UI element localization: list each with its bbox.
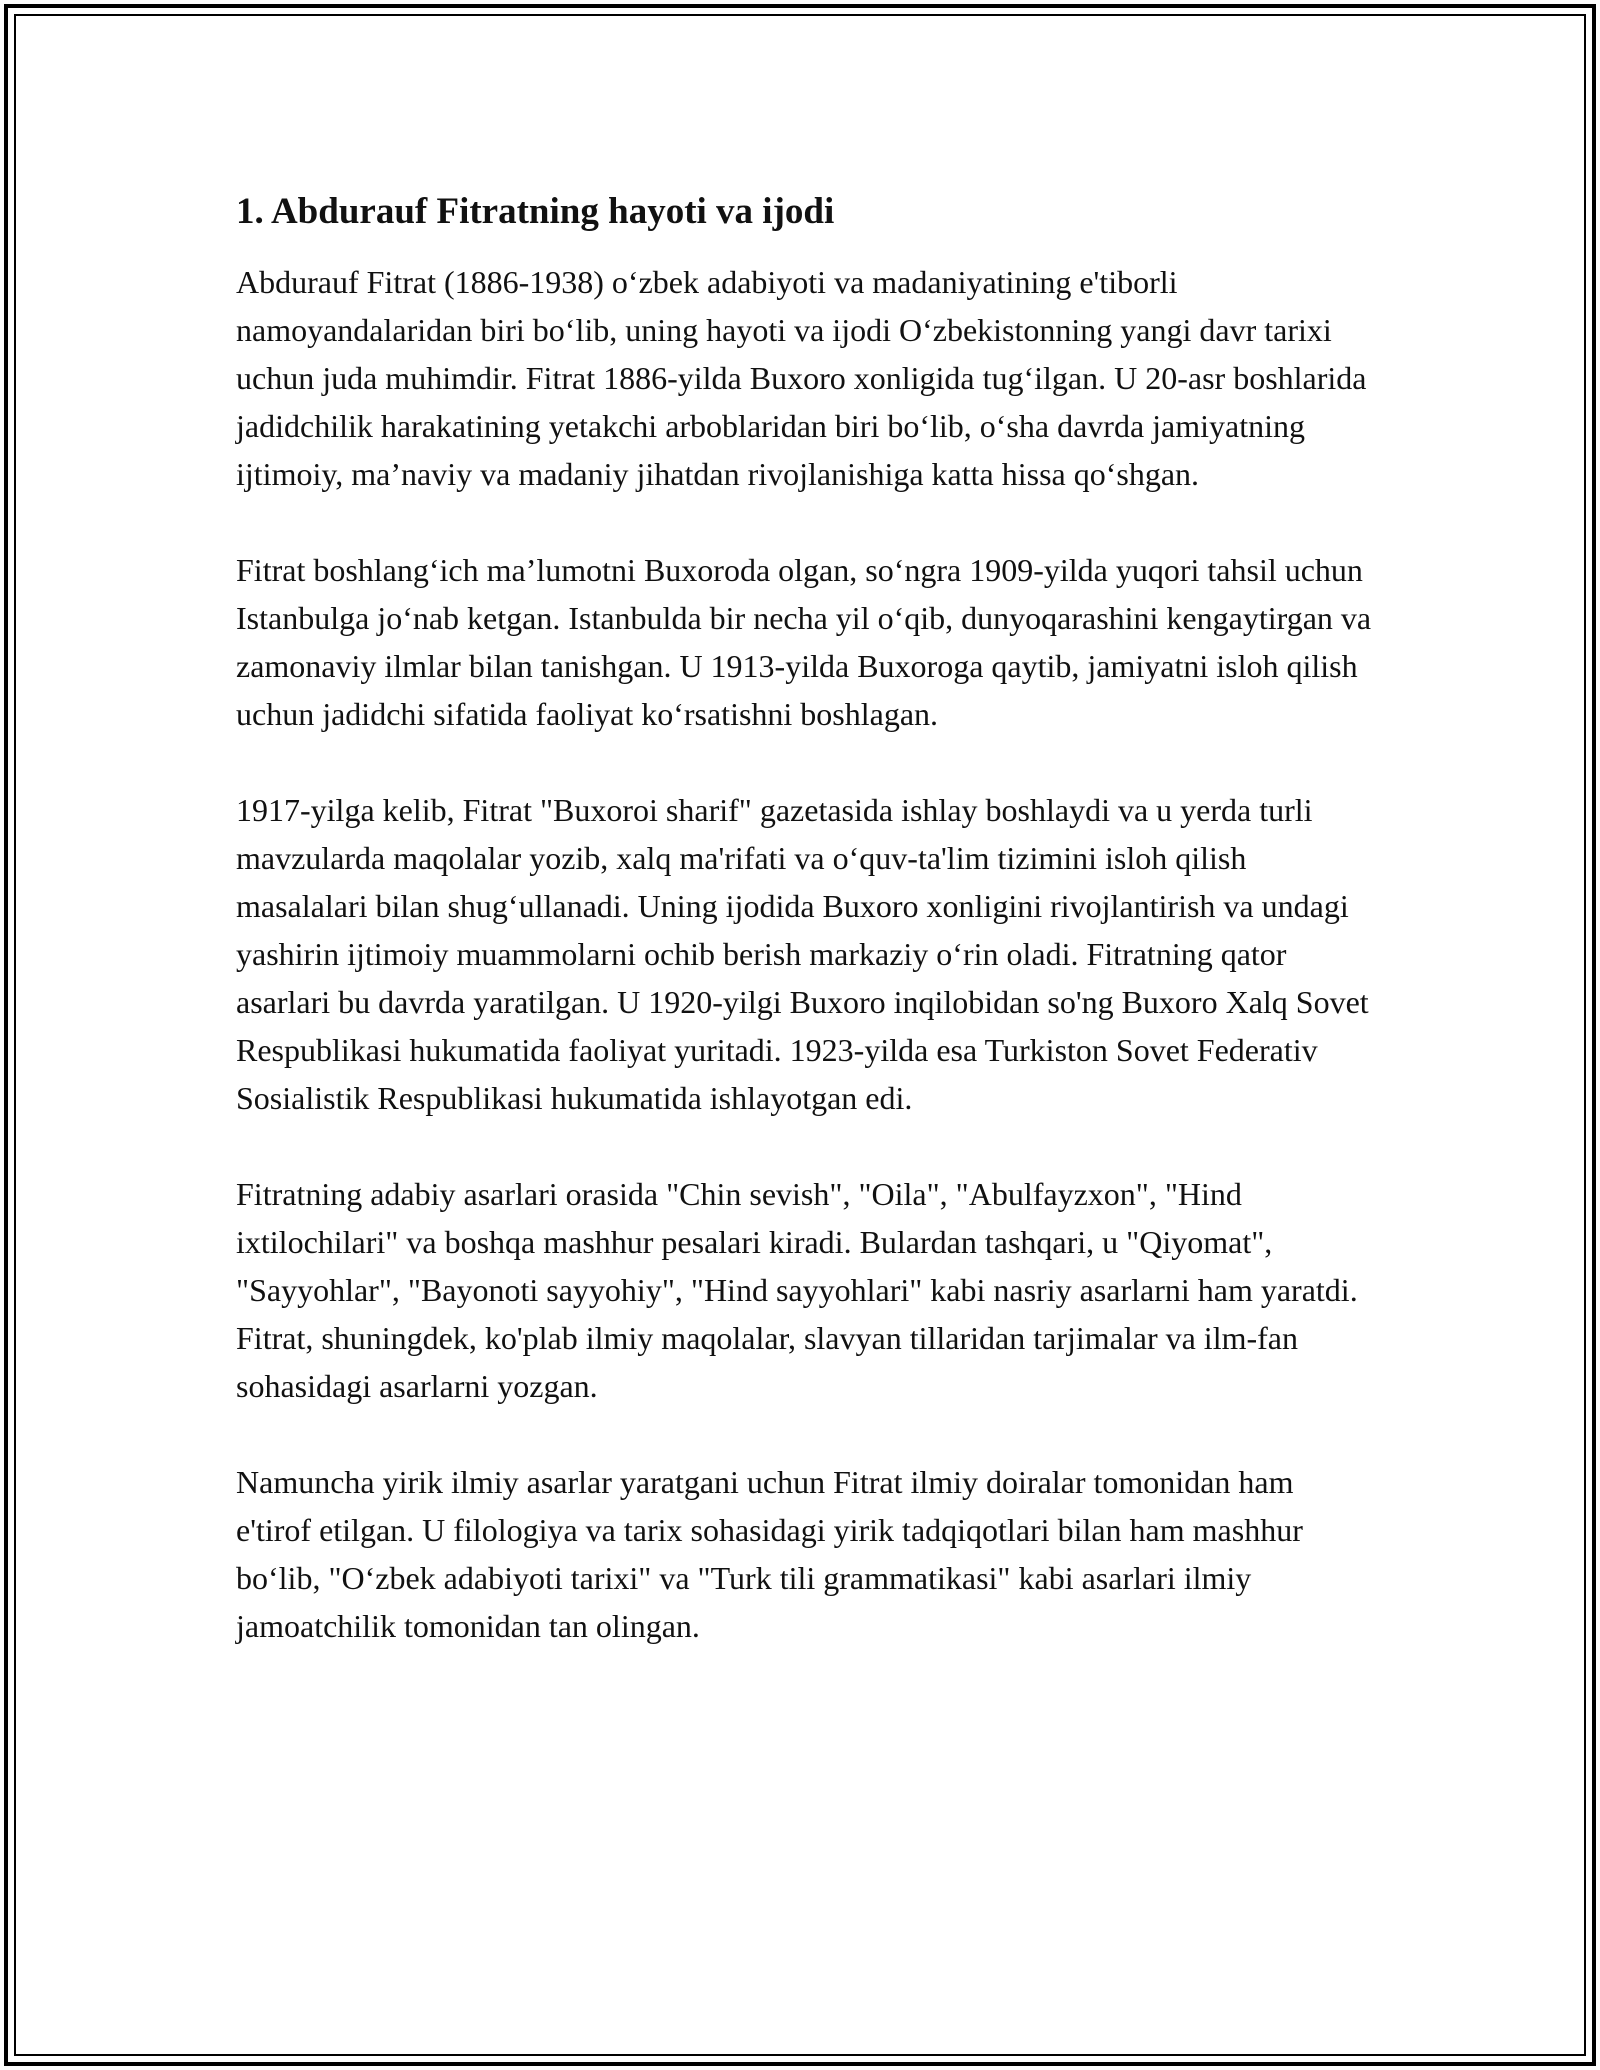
document-body [236,186,1372,1698]
section-heading: 1. Abdurauf Fitratning hayoti va ijodi [236,191,835,232]
paragraph-3: 1917-yilga kelib, Fitrat "Buxoroi sharif" gazetasida ishlay boshlaydi va u yerda turli mavzularda maqolalar yozib, xalq ma'rifati va o‘quv-ta'lim tizimini isloh qilish masalalari bilan shug‘ullanadi. Uning ijodida Buxoro xonligini rivojlantirish va undagi yashirin ijtimoiy muammolarni ochib berish markaziy o‘rin oladi. Fitratning qator asarlari bu davrda yaratilgan. U 1920-yilgi Buxoro inqilobidan so'ng Buxoro Xalq Sovet Respublikasi hukumatida faoliyat yuritadi. 1923-yilda esa Turkiston Sovet Federativ Sosialistik Respublikasi hukumatida ishlayotgan edi. [236,792,1369,1116]
paragraph-5: Namuncha yirik ilmiy asarlar yaratgani uchun Fitrat ilmiy doiralar tomonidan ham e'tirof etilgan. U filologiya va tarix sohasidagi yirik tadqiqotlari bilan ham mashhur bo‘lib, "O‘zbek adabiyoti tarixi" va "Turk tili grammatikasi" kabi asarlari ilmiy jamoatchilik tomonidan tan olingan. [236,1464,1303,1644]
paragraph-4: Fitratning adabiy asarlari orasida "Chin sevish", "Oila", "Abulfayzxon", "Hind ixtilochilari" va boshqa mashhur pesalari kiradi. Bulardan tashqari, u "Qiyomat", "Sayyohlar", "Bayonoti sayyohiy", "Hind sayyohlari" kabi nasriy asarlarni ham yaratdi. Fitrat, shuningdek, ko'plab ilmiy maqolalar, slavyan tillaridan tarjimalar va ilm-fan sohasidagi asarlarni yozgan. [236,1176,1358,1404]
paragraph-2: Fitrat boshlang‘ich ma’lumotni Buxoroda olgan, so‘ngra 1909-yilda yuqori tahsil uchun Istanbulga jo‘nab ketgan. Istanbulda bir necha yil o‘qib, dunyoqarashini kengaytirgan va zamonaviy ilmlar bilan tanishgan. U 1913-yilda Buxoroga qaytib, jamiyatni isloh qilish uchun jadidchi sifatida faoliyat ko‘rsatishni boshlagan. [236,552,1372,732]
paragraph-1: Abdurauf Fitrat (1886-1938) o‘zbek adabiyoti va madaniyatining e'tiborli namoyandalaridan biri bo‘lib, uning hayoti va ijodi O‘zbekistonning yangi davr tarixi uchun juda muhimdir. Fitrat 1886-yilda Buxoro xonligida tug‘ilgan. U 20-asr boshlarida jadidchilik harakatining yetakchi arboblaridan biri bo‘lib, o‘sha davrda jamiyatning ijtimoiy, ma’naviy va madaniy jihatdan rivojlanishiga katta hissa qo‘shgan. [236,264,1367,492]
